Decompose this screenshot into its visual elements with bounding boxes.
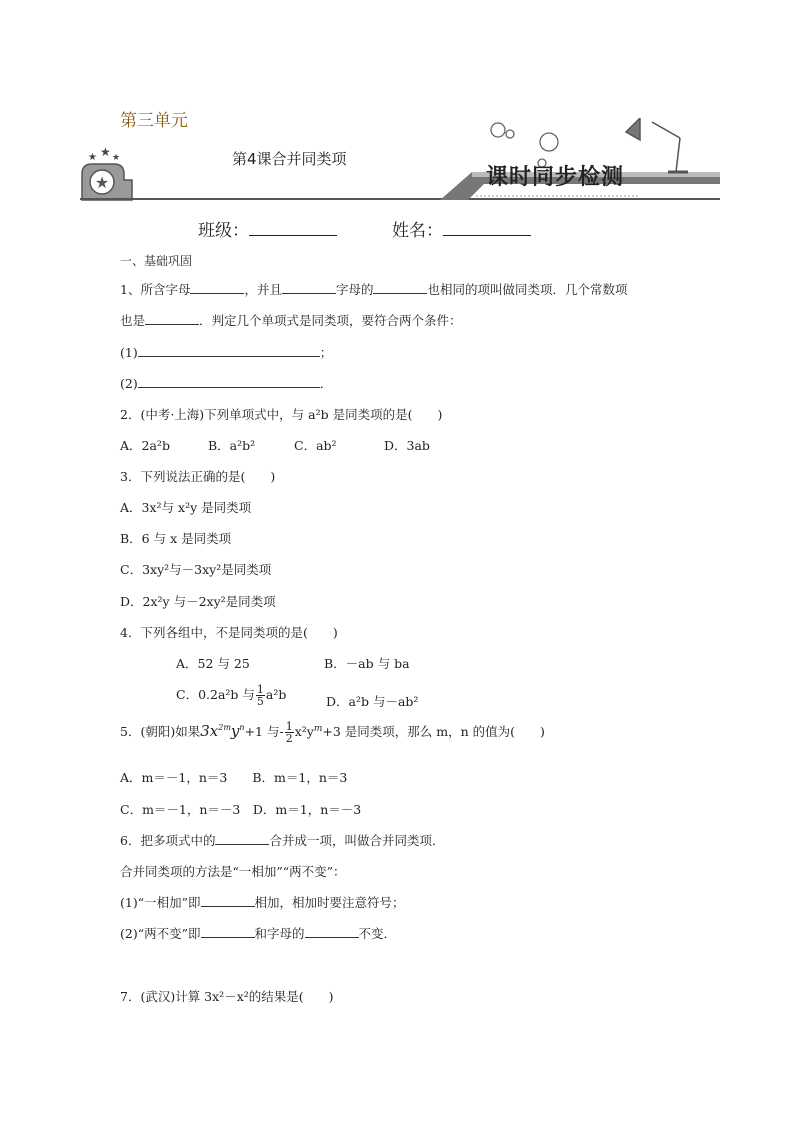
question-4-option-c[interactable]: C．0.2a²b 与 $\frac{1}{5}$ a²b bbox=[176, 683, 287, 708]
fraction-one-half: $\frac{1}{2}$ bbox=[285, 720, 293, 745]
svg-text:★: ★ bbox=[100, 145, 111, 159]
q6-blank-3[interactable] bbox=[201, 926, 255, 938]
question-2-option-a[interactable]: A．2a²b bbox=[120, 438, 170, 453]
svg-text:★: ★ bbox=[112, 153, 121, 163]
expr-exponent-m: m bbox=[313, 723, 323, 734]
q1-condition-blank-2[interactable] bbox=[138, 376, 320, 388]
question-2-option-b[interactable]: B．a²b² bbox=[208, 438, 256, 453]
question-3-stem: 3．下列说法正确的是( ) bbox=[120, 469, 276, 484]
question-5-options-cd[interactable]: C．m＝－1，n＝－3 D．m＝1，n＝－3 bbox=[120, 802, 362, 817]
q1-blank-3[interactable] bbox=[373, 282, 427, 294]
question-3-option-b[interactable]: B．6 与 x 是同类项 bbox=[120, 531, 232, 546]
expr-3x2my: $3x^{2m}y^n$ bbox=[200, 722, 245, 740]
question-5-options-ab[interactable]: A．m＝－1，n＝3 B．m＝1，n＝3 bbox=[120, 770, 348, 785]
question-1-line-1: 1、所含字母 ，并且 字母的 也相同的项叫做同类项．几个常数项 bbox=[120, 282, 628, 297]
banner-title: 课时同步检测 bbox=[486, 165, 625, 190]
question-4-option-b[interactable]: B．－ab 与 ba bbox=[324, 656, 410, 671]
question-4-option-a[interactable]: A．52 与 25 bbox=[176, 656, 250, 671]
q6-blank-1[interactable] bbox=[215, 833, 269, 845]
question-3-option-a[interactable]: A．3x²与 x²y 是同类项 bbox=[120, 500, 252, 515]
q6-blank-4[interactable] bbox=[305, 926, 359, 938]
section-heading: 一、基础巩固 bbox=[120, 254, 193, 268]
svg-text:★: ★ bbox=[88, 152, 97, 163]
question-2-option-c[interactable]: C．ab² bbox=[294, 438, 337, 453]
question-6-line-1: 6．把多项式中的 合并成一项，叫做合并同类项． bbox=[120, 833, 445, 848]
name-blank[interactable] bbox=[443, 221, 531, 236]
question-1-line-2: 也是 ．判定几个单项式是同类项，要符合两个条件： bbox=[120, 313, 462, 328]
q1-blank-1[interactable] bbox=[190, 282, 244, 294]
question-3-option-d[interactable]: D．2x²y 与－2xy²是同类项 bbox=[120, 594, 276, 609]
desk-lamp-icon bbox=[626, 118, 688, 172]
q1-condition-blank-1[interactable] bbox=[138, 345, 320, 357]
star-badge-icon bbox=[82, 145, 132, 200]
q6-blank-2[interactable] bbox=[201, 895, 255, 907]
unit-title: 第三单元 bbox=[120, 111, 188, 131]
question-6-line-2: 合并同类项的方法是“一相加”“两不变”： bbox=[120, 864, 346, 879]
fraction-one-fifth: $\frac{1}{5}$ bbox=[256, 683, 264, 708]
class-label: 班级： bbox=[198, 221, 249, 241]
question-5-stem: 5．(朝阳)如果$3x^{2m}y^n+1$ 与- $\frac{1}{2}$ $x^2y^m+3$ 是同类项，那么 m，n 的值为( ) bbox=[120, 720, 545, 745]
question-3-option-c[interactable]: C．3xy²与－3xy²是同类项 bbox=[120, 562, 272, 577]
question-2-stem: 2．(中考·上海)下列单项式中，与 a²b 是同类项的是( ) bbox=[120, 407, 443, 422]
lesson-title: 第4课合并同类项 bbox=[232, 150, 347, 168]
q1-blank-2[interactable] bbox=[282, 282, 336, 294]
name-field bbox=[392, 216, 531, 241]
question-6-line-4: (2)“两不变”即 和字母的 不变． bbox=[120, 926, 397, 941]
svg-text:★: ★ bbox=[94, 173, 110, 192]
q1-blank-4[interactable] bbox=[145, 313, 199, 325]
question-4-stem: 4．下列各组中，不是同类项的是( ) bbox=[120, 625, 338, 640]
question-1-condition-2: (2) ． bbox=[120, 376, 333, 391]
question-4-option-d[interactable]: D．a²b 与－ab² bbox=[326, 694, 419, 709]
class-blank[interactable] bbox=[249, 221, 337, 236]
question-2-option-d[interactable]: D．3ab bbox=[384, 438, 430, 453]
class-field bbox=[198, 216, 337, 241]
name-label: 姓名： bbox=[392, 221, 443, 241]
question-6-line-3: (1)“一相加”即 相加，相加时要注意符号； bbox=[120, 895, 405, 910]
question-7-stem: 7．(武汉)计算 3x²－x²的结果是( ) bbox=[120, 989, 334, 1004]
question-1-condition-1: (1) ； bbox=[120, 345, 333, 360]
